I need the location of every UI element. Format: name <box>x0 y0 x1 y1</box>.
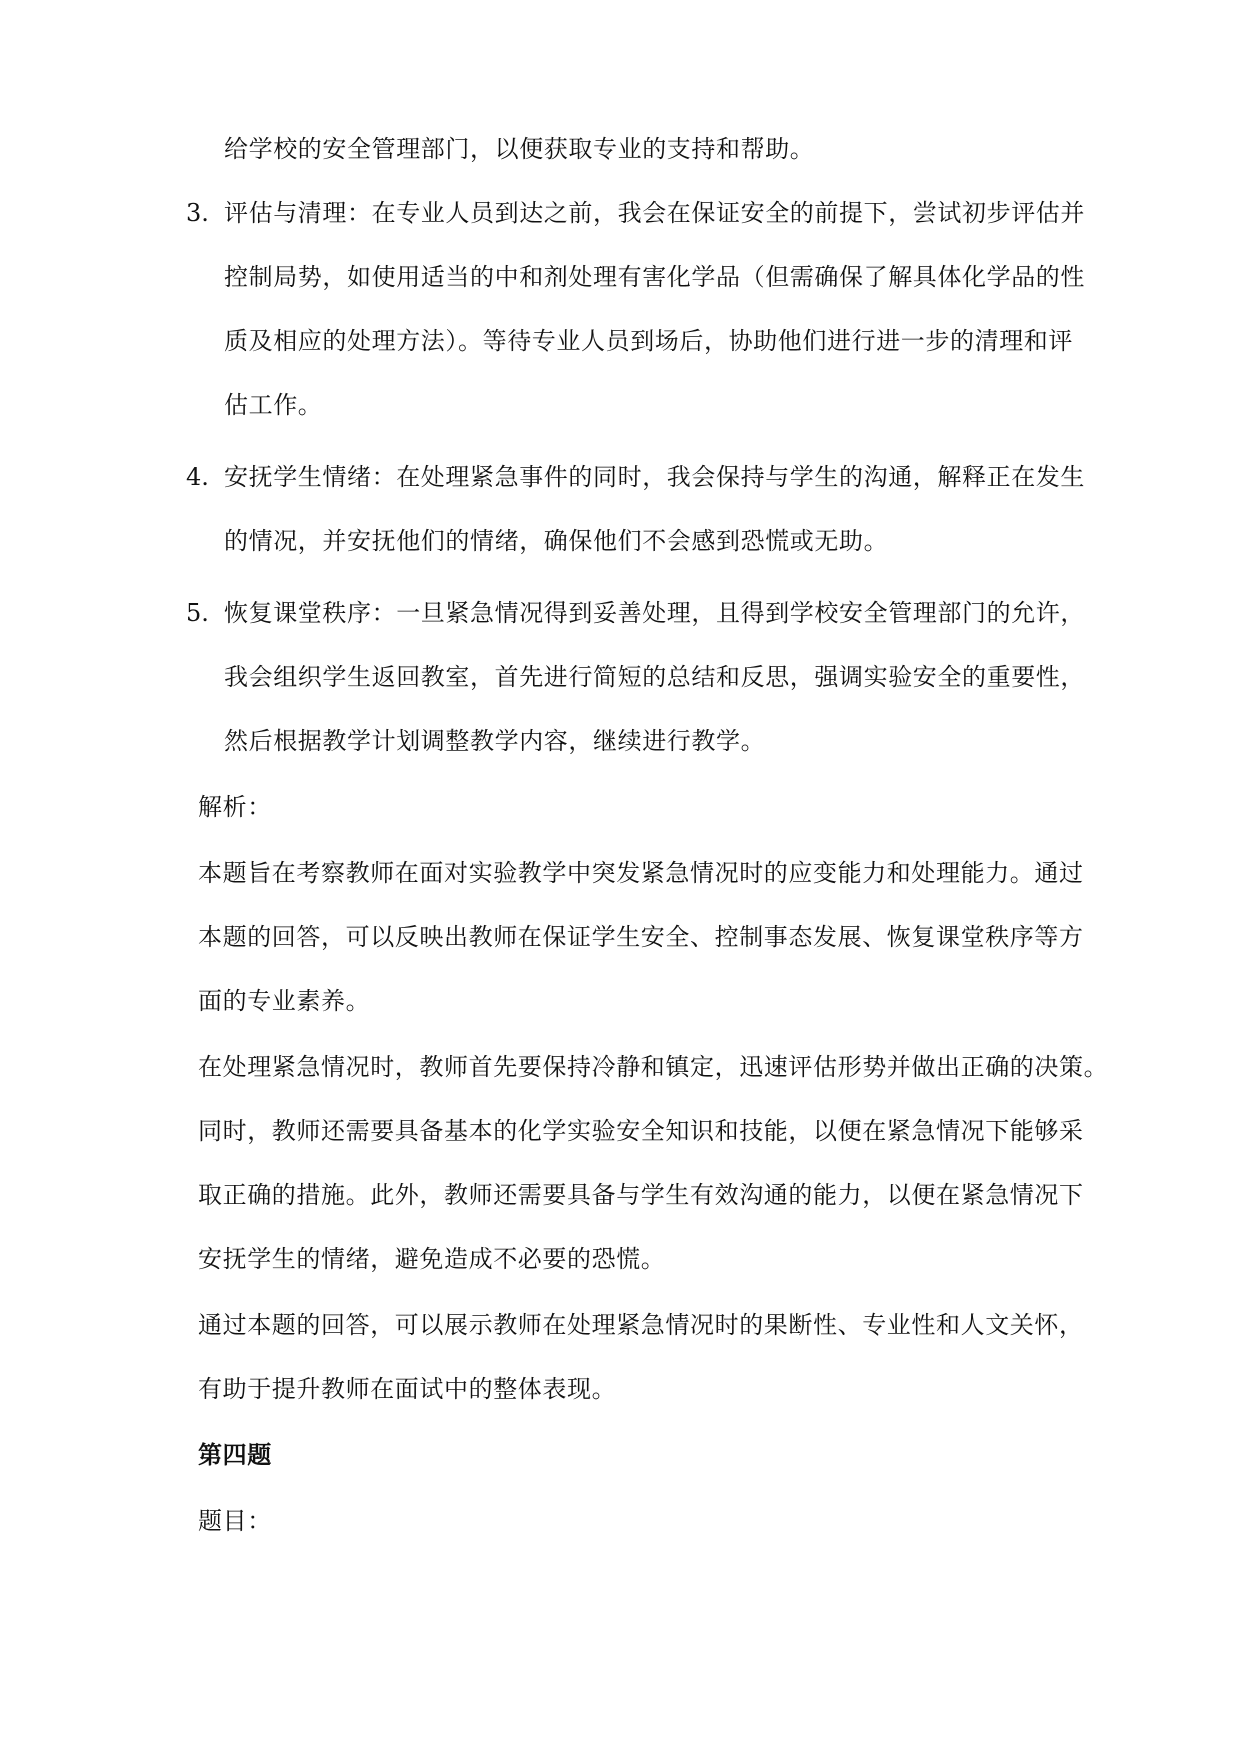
list-item-4-number: 4. <box>186 463 209 491</box>
section-heading: 第四题 <box>198 1440 272 1469</box>
analysis-paragraph-1-line-2: 本题的回答，可以反映出教师在保证学生安全、控制事态发展、恢复课堂秩序等方 <box>198 923 1084 951</box>
list-item-4-line-1: 安抚学生情绪：在处理紧急事件的同时，我会保持与学生的沟通，解释正在发生 <box>224 463 1085 491</box>
analysis-paragraph-3-line-2: 有助于提升教师在面试中的整体表现。 <box>198 1375 617 1403</box>
analysis-paragraph-3-line-1: 通过本题的回答，可以展示教师在处理紧急情况时的果断性、专业性和人文关怀， <box>198 1311 1084 1339</box>
analysis-paragraph-2-line-1: 在处理紧急情况时，教师首先要保持冷静和镇定，迅速评估形势并做出正确的决策。 <box>198 1053 1109 1081</box>
list-item-3-number: 3. <box>186 199 209 227</box>
list-item-3-line-1: 评估与清理：在专业人员到达之前，我会在保证安全的前提下，尝试初步评估并 <box>224 199 1085 227</box>
analysis-paragraph-2-line-2: 同时，教师还需要具备基本的化学实验安全知识和技能，以便在紧急情况下能够采 <box>198 1117 1084 1145</box>
list-item-5-line-1: 恢复课堂秩序：一旦紧急情况得到妥善处理，且得到学校安全管理部门的允许， <box>224 599 1085 627</box>
list-item-5-line-3: 然后根据教学计划调整教学内容，继续进行教学。 <box>224 727 766 755</box>
analysis-paragraph-2-line-3: 取正确的措施。此外，教师还需要具备与学生有效沟通的能力，以便在紧急情况下 <box>198 1181 1084 1209</box>
list-item-3-line-3: 质及相应的处理方法）。等待专业人员到场后，协助他们进行进一步的清理和评 <box>224 327 1073 355</box>
list-item-2-continuation: 给学校的安全管理部门，以便获取专业的支持和帮助。 <box>224 135 815 163</box>
analysis-paragraph-1-line-3: 面的专业素养。 <box>198 987 371 1015</box>
list-item-5-line-2: 我会组织学生返回教室，首先进行简短的总结和反思，强调实验安全的重要性， <box>224 663 1085 691</box>
list-item-3-line-4: 估工作。 <box>224 391 323 419</box>
question-label: 题目： <box>198 1507 272 1535</box>
list-item-3-line-2: 控制局势，如使用适当的中和剂处理有害化学品（但需确保了解具体化学品的性 <box>224 263 1085 291</box>
list-item-4-line-2: 的情况，并安抚他们的情绪，确保他们不会感到恐慌或无助。 <box>224 527 889 555</box>
analysis-label: 解析： <box>198 793 272 821</box>
list-item-5-number: 5. <box>186 599 209 627</box>
analysis-paragraph-1-line-1: 本题旨在考察教师在面对实验教学中突发紧急情况时的应变能力和处理能力。通过 <box>198 859 1084 887</box>
analysis-paragraph-2-line-4: 安抚学生的情绪，避免造成不必要的恐慌。 <box>198 1245 666 1273</box>
